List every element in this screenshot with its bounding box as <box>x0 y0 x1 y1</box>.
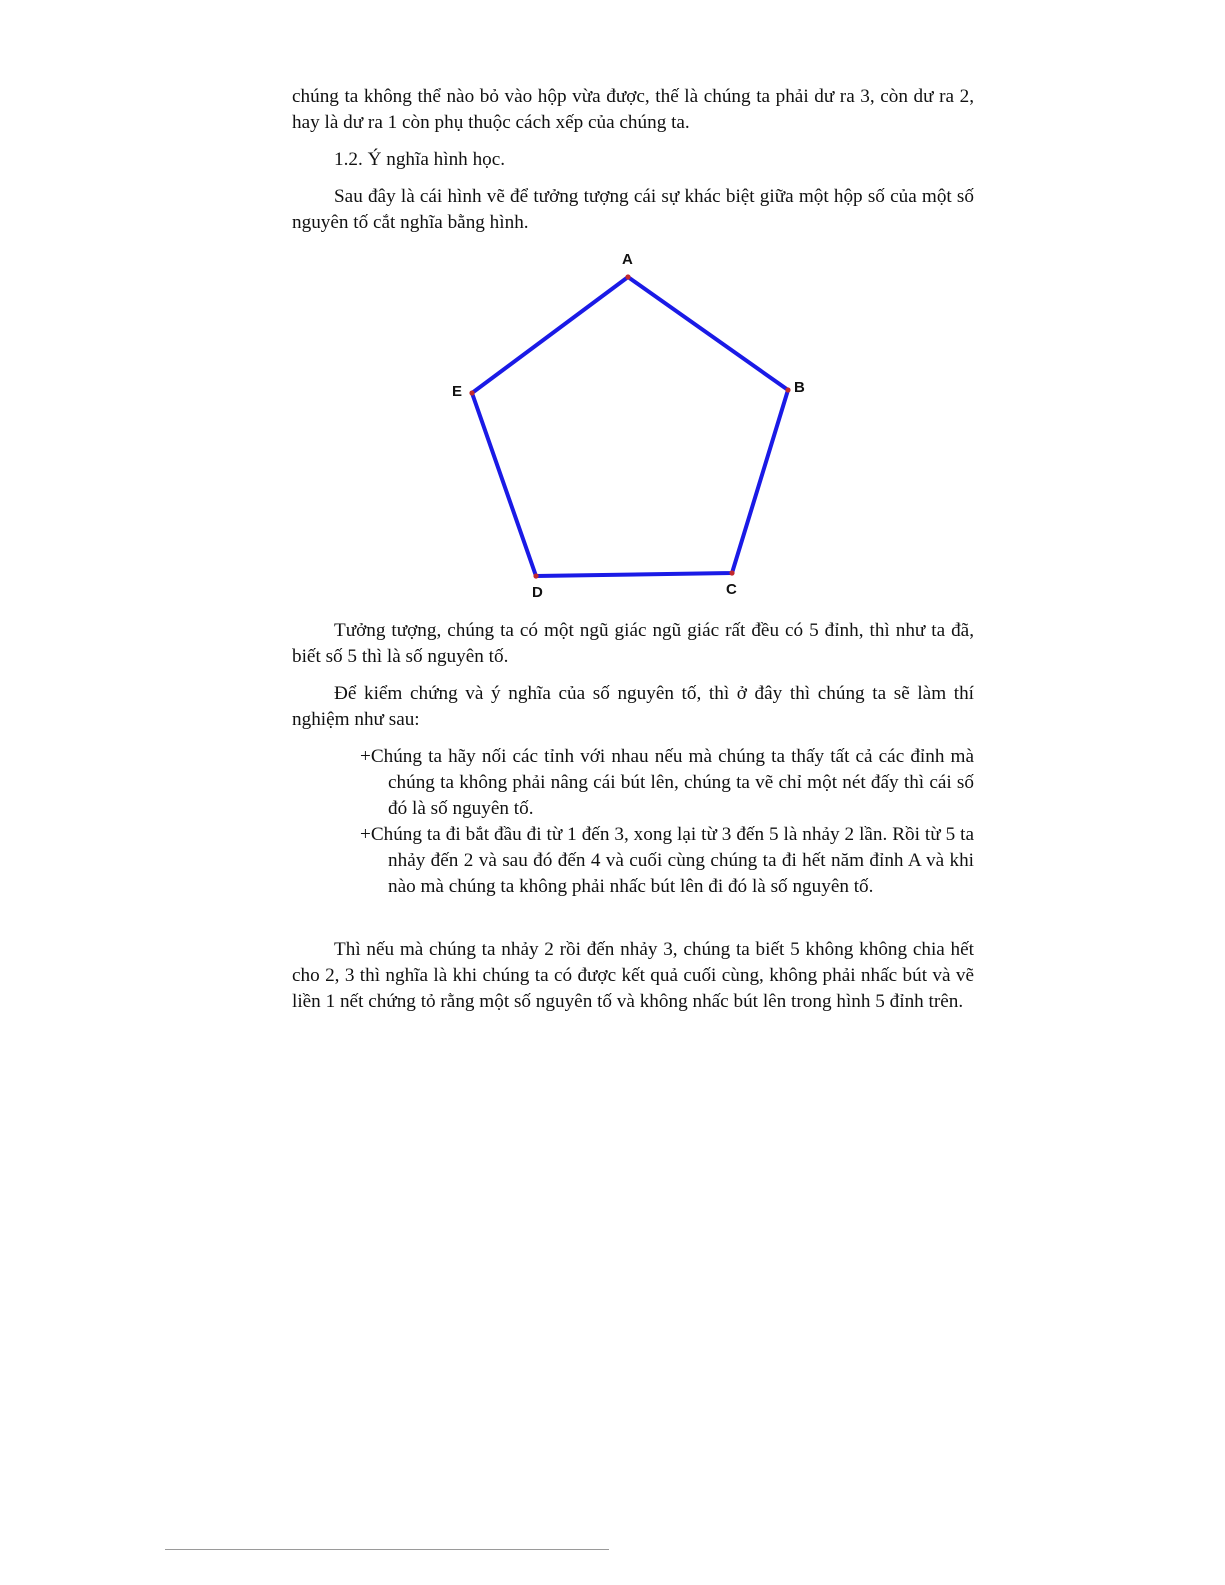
pentagon-diagram <box>440 240 840 610</box>
vertex-label-a: A <box>622 251 633 268</box>
vertex-point-b <box>785 387 790 392</box>
pentagon-figure <box>440 240 840 610</box>
vertex-label-e: E <box>452 383 463 400</box>
vertex-point-c <box>729 570 734 575</box>
paragraph-intro: Sau đây là cái hình vẽ để tưởng tượng cái sự khác biệt giữa một hộp số của một số nguyên tố cắt nghĩa bằng hình. <box>292 186 974 233</box>
vertex-point-a <box>625 274 630 279</box>
section-heading: 1.2. Ý nghĩa hình học. <box>334 149 506 170</box>
vertex-label-c: C <box>726 581 737 598</box>
paragraph-imagine: Tưởng tượng, chúng ta có một ngũ giác ngũ giác rất đều có 5 đỉnh, thì như ta đã, biết số 5 thì là số nguyên tố. <box>292 620 974 667</box>
bullet-item: +Chúng ta đi bắt đầu đi từ 1 đến 3, xong lại từ 3 đến 5 là nhảy 2 lần. Rồi từ 5 ta nhảy đến 2 và sau đó đến 4 và cuối cùng chúng ta đi hết năm đỉnh A và khi nào mà chúng ta không phải nhấc bút lên đi đó là số nguyên tố. <box>360 824 974 897</box>
vertex-label-b: B <box>794 379 805 396</box>
bullet-list <box>292 744 974 900</box>
footnote-separator <box>165 1549 609 1550</box>
vertex-point-d <box>533 573 538 578</box>
paragraph-conclusion: Thì nếu mà chúng ta nhảy 2 rồi đến nhảy 3, chúng ta biết 5 không không chia hết cho 2, 3 thì nghĩa là khi chúng ta có được kết quả cuối cùng, không phải nhấc bút và vẽ liền 1 nết chứng tỏ rằng một số nguyên tố và không nhấc bút lên trong hình 5 đỉnh trên. <box>292 939 974 1012</box>
vertex-label-d: D <box>532 584 543 601</box>
vertex-point-e <box>469 390 474 395</box>
paragraph-verify: Để kiểm chứng và ý nghĩa của số nguyên tố, thì ở đây thì chúng ta sẽ làm thí nghiệm như sau: <box>292 683 974 730</box>
bullet-item: +Chúng ta hãy nối các tỉnh với nhau nếu mà chúng ta thấy tất cả các đỉnh mà chúng ta không phải nâng cái bút lên, chúng ta vẽ chỉ một nét đấy thì cái số đó là số nguyên tố. <box>360 746 974 819</box>
pentagon-edges <box>472 277 788 576</box>
paragraph-continuation: chúng ta không thể nào bỏ vào hộp vừa được, thế là chúng ta phải dư ra 3, còn dư ra 2, hay là dư ra 1 còn phụ thuộc cách xếp của chúng ta. <box>292 86 974 133</box>
